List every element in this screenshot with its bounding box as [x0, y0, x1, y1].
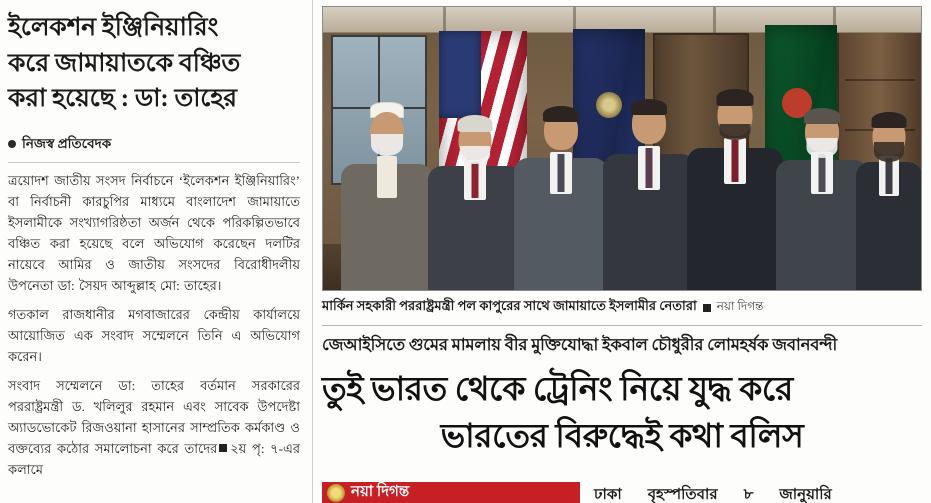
left-headline-line-3: করা হয়েছে : ডা: তাহের — [8, 85, 237, 112]
left-body-text — [8, 170, 300, 481]
person-2 — [427, 110, 523, 290]
jump-square-icon — [219, 444, 227, 452]
left-byline-text: নিজস্ব প্রতিবেদক — [22, 135, 112, 151]
photo-caption — [322, 297, 922, 318]
dateline-day: বৃহস্পতিবার — [647, 487, 718, 503]
publication-logo — [322, 482, 580, 503]
left-paragraph-1: ত্রয়োদশ জাতীয় সংসদ নির্বাচনে ‘ইলেকশন ইঞ্জিনিয়ারিং’ বা নির্বাচনী কারচুপির মাধ্যমে বাংলাদেশ জামায়াতে ইসলামীকে সংখ্যাগরিষ্ঠতা অর্জন থেকে পরিকল্পিতভাবে বঞ্চিত করা হয়েছে বলে অভিযোগ করেছেন দলটির নায়েবে আমির ও জাতীয় সংসদের বিরোধীদলীয় উপনেতা ডা: সৈয়দ আব্দুল্লাহ মো: তাহের। — [8, 172, 300, 293]
caption-square-icon — [703, 304, 711, 312]
right-headline — [322, 367, 922, 461]
group-photo — [322, 6, 922, 291]
column-divider — [312, 0, 313, 503]
publication-name: নয়া দিগন্ত — [351, 484, 410, 500]
person-7 — [857, 106, 921, 290]
person-3 — [513, 100, 609, 290]
left-headline-line-1: ইলেকশন ইঞ্জিনিয়ারিং — [8, 14, 219, 41]
left-jump-note: ২য় পৃ: ৭-এর কলামে — [8, 441, 300, 478]
right-headline-line-1: তুই ভারত থেকে ট্রেনিং নিয়ে যুদ্ধ করে — [322, 372, 793, 408]
right-article-column — [318, 0, 931, 503]
divider — [8, 162, 300, 163]
dateline-date: ৮ — [743, 487, 754, 503]
left-paragraph-3-text: সংবাদ সম্মেলনে ডা: তাহের বর্তমান সরকারের পররাষ্ট্রমন্ত্রী ড. খলিলুর রহমান এবং সাবেক উপদেষ্টা অ্যাডভোকেট রিজওয়ানা হাসানের সাম্প্রতিক কর্মকাণ্ড ও বক্তব্যের কঠোর সমালোচনা করে তাদের — [8, 377, 300, 457]
left-paragraph-2: গতকাল রাজধানীর মগবাজারের কেন্দ্রীয় কার্যালয়ে আয়োজিত এক সংবাদ সম্মেলনে তিনি এ অভিযোগ করেন। — [8, 306, 300, 364]
photo-caption-text: মার্কিন সহকারী পররাষ্ট্রমন্ত্রী পল কাপুরের সাথে জামায়াতে ইসলামীর নেতারা — [322, 298, 697, 313]
masthead-dateline — [594, 482, 832, 503]
bullet-dot-icon — [8, 140, 16, 148]
person-1 — [339, 104, 435, 290]
divider-below-caption — [322, 325, 922, 326]
right-kicker: জেআইসিতে গুমের মামলায় বীর মুক্তিযোদ্ধা ইকবাল চৌধুরীর লোমহর্ষক জবানবন্দী — [322, 335, 838, 354]
photo-people — [323, 75, 921, 290]
left-headline — [8, 10, 300, 117]
seal-icon — [327, 484, 345, 502]
person-5 — [685, 84, 785, 290]
person-6 — [775, 102, 869, 290]
left-headline-line-2: করে জামায়াতকে বঞ্চিত — [8, 49, 241, 77]
photo-credit: নয়া দিগন্ত — [716, 298, 764, 313]
right-headline-line-2: ভারতের বিরুদ্ধেই কথা বলিস — [440, 418, 804, 455]
photo-scene — [323, 7, 921, 290]
person-4 — [601, 94, 697, 290]
bottom-masthead-strip — [322, 482, 922, 503]
dateline-city: ঢাকা — [594, 487, 622, 503]
left-article-column — [0, 0, 310, 503]
left-byline — [8, 133, 300, 156]
dateline-month: জানুয়ারি — [779, 487, 832, 503]
left-paragraph-3 — [8, 375, 300, 480]
